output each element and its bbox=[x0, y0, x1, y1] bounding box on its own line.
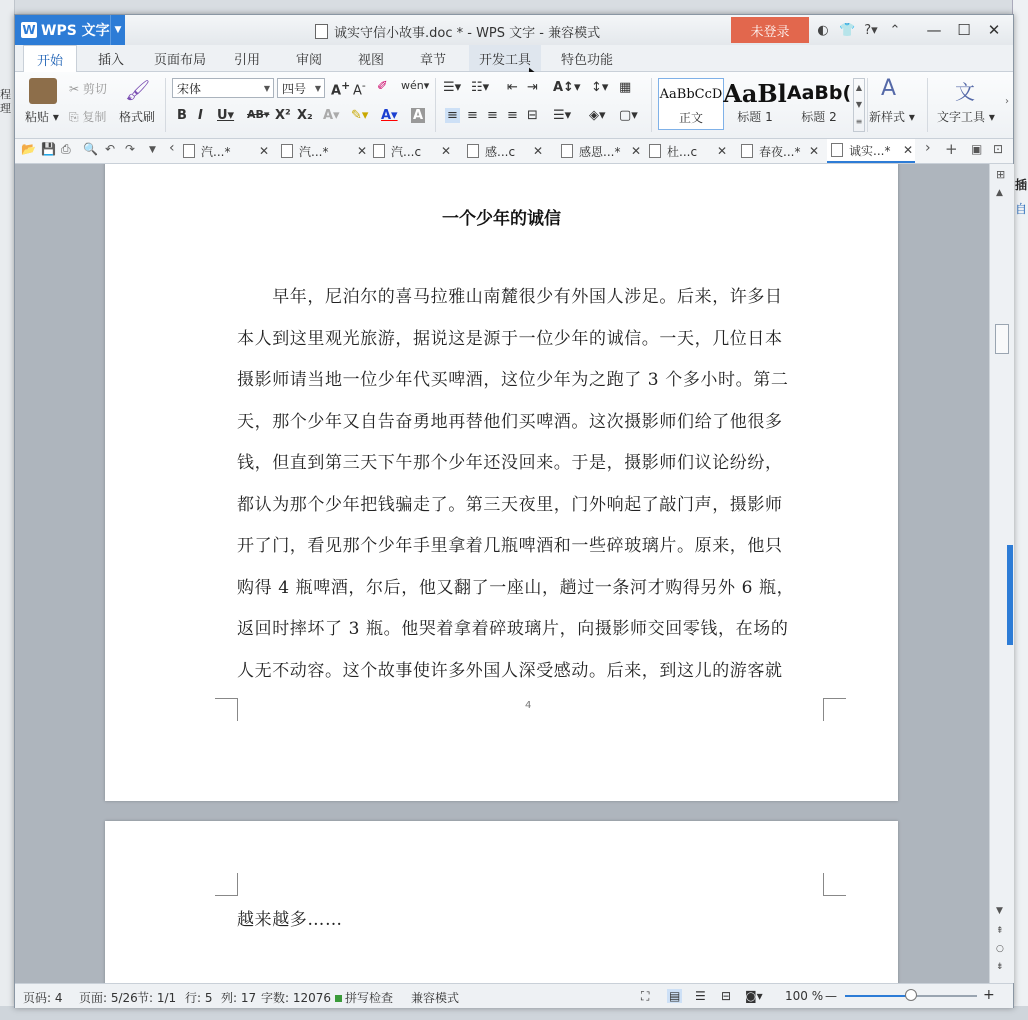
tab-list-icon[interactable]: ▣ bbox=[971, 142, 983, 156]
style-sample: AaBbCcD bbox=[659, 86, 723, 102]
app-name: WPS 文字 bbox=[41, 23, 110, 39]
font-size-select[interactable]: 四号 ▼ bbox=[277, 78, 325, 98]
close-tab-icon[interactable]: ✕ bbox=[533, 144, 544, 158]
char-spacing-icon[interactable]: A↕▾ bbox=[553, 80, 581, 95]
paste-button[interactable]: 粘贴 ▾ bbox=[25, 110, 59, 124]
page-5[interactable] bbox=[105, 821, 898, 983]
bg-fragment: 自 bbox=[1015, 202, 1028, 216]
document-tab[interactable]: 杜...c ✕ bbox=[649, 139, 735, 163]
char-shading-icon[interactable]: A bbox=[413, 108, 424, 123]
minimize-icon[interactable]: — bbox=[926, 21, 942, 39]
scroll-down-icon[interactable]: ▼ bbox=[996, 906, 1003, 916]
style-normal[interactable] bbox=[658, 78, 724, 130]
document-tab[interactable]: 感恩...* ✕ bbox=[561, 139, 647, 163]
margin-corner bbox=[823, 873, 846, 896]
status-section: 节: 1/1 bbox=[137, 991, 177, 1005]
help-icon[interactable]: ?▾ bbox=[864, 22, 878, 38]
new-style-icon[interactable]: A bbox=[881, 76, 897, 101]
tab-home[interactable]: 开始 bbox=[23, 45, 77, 73]
paragraph-line: 人无不动容。这个故事使许多外国人深受感动。后来，到这儿的游客就 bbox=[237, 661, 783, 681]
fullscreen-view-icon[interactable]: ⛶ bbox=[641, 989, 650, 1003]
document-tabs-bar bbox=[15, 139, 1013, 164]
paragraph-line: 购得 4 瓶啤酒，尔后，他又翻了一座山，趟过一条河才购得另外 6 瓶， bbox=[237, 578, 795, 598]
style-label: 标题 2 bbox=[801, 110, 837, 124]
tab-special-features[interactable]: 特色功能 bbox=[560, 52, 613, 68]
align-center-icon[interactable]: ≡ bbox=[467, 108, 478, 123]
close-tab-icon[interactable]: ✕ bbox=[631, 144, 642, 158]
close-tab-icon[interactable]: ✕ bbox=[357, 144, 368, 158]
cut-button[interactable]: ✂ 剪切 bbox=[69, 82, 107, 96]
bg-fragment: 插 bbox=[1015, 178, 1028, 192]
paragraph-line: 早年，尼泊尔的喜马拉雅山南麓很少有外国人涉足。后来，许多日 bbox=[237, 287, 783, 307]
wps-window bbox=[14, 14, 1014, 1008]
style-label: 正文 bbox=[678, 111, 703, 125]
chevron-down-icon[interactable]: ▼ bbox=[110, 15, 125, 45]
bg-fragment: 程 bbox=[0, 88, 11, 101]
tab-page-layout[interactable]: 页面布局 bbox=[153, 52, 206, 68]
paragraph-line: 都认为那个少年把钱骗走了。第三天夜里，门外响起了敲门声，摄影师 bbox=[237, 495, 783, 515]
paragraph-line: 钱，但直到第三天下午那个少年还没回来。于是，摄影师们议论纷纷， bbox=[237, 453, 783, 473]
prev-page-icon[interactable]: ⇞ bbox=[996, 926, 1004, 936]
side-panel-toggle[interactable] bbox=[1007, 545, 1013, 645]
clear-format-icon[interactable]: ✐ bbox=[377, 79, 388, 94]
status-bar bbox=[15, 983, 1013, 1008]
justify-icon[interactable]: ≡ bbox=[507, 108, 518, 123]
highlight-icon[interactable]: ✎▾ bbox=[351, 108, 369, 123]
reading-view-icon[interactable]: ◙▾ bbox=[745, 989, 763, 1003]
page-4[interactable] bbox=[105, 164, 898, 801]
ribbon-home bbox=[15, 72, 1013, 139]
new-style-button[interactable]: 新样式 ▾ bbox=[869, 110, 915, 124]
document-tab[interactable]: 汽...c ✕ bbox=[373, 139, 459, 163]
new-tab-icon[interactable]: + bbox=[945, 140, 958, 158]
ruler-toggle-icon[interactable]: ⊞ bbox=[996, 168, 1006, 181]
tab-developer-tools[interactable]: 开发工具 bbox=[469, 45, 541, 71]
tab-review[interactable]: 审阅 bbox=[295, 52, 322, 68]
document-tab[interactable]: 感...c ✕ bbox=[467, 139, 553, 163]
document-icon bbox=[315, 24, 328, 39]
strikethrough-icon[interactable]: AB▾ bbox=[247, 108, 270, 121]
bold-icon[interactable]: B bbox=[177, 108, 187, 123]
close-icon[interactable]: ✕ bbox=[987, 21, 1001, 39]
select-browse-object-icon[interactable]: ○ bbox=[996, 944, 1004, 954]
font-color-icon[interactable]: A▾ bbox=[381, 108, 398, 123]
scroll-up-icon[interactable]: ▲ bbox=[996, 188, 1003, 198]
status-compat-mode: 兼容模式 bbox=[411, 991, 460, 1005]
undo-icon[interactable]: ↶ bbox=[105, 142, 116, 156]
status-words[interactable]: 字数: 12076 bbox=[261, 991, 332, 1005]
style-sample: AaBb( bbox=[787, 82, 851, 104]
text-tools-button[interactable]: 文字工具 ▾ bbox=[937, 110, 995, 124]
document-tab[interactable]: 汽...* ✕ bbox=[183, 139, 271, 163]
status-dot-icon bbox=[335, 995, 342, 1002]
font-name-select[interactable]: 宋体 ▼ bbox=[172, 78, 274, 98]
document-heading: 一个少年的诚信 bbox=[442, 209, 561, 229]
background-window-left bbox=[0, 0, 15, 1020]
tabs-right-icon[interactable]: › bbox=[925, 140, 931, 156]
paragraph-line: 返回时摔坏了 3 瓶。他哭着拿着碎玻璃片，向摄影师交回零钱，在场的 bbox=[237, 619, 789, 639]
status-page-code: 页码: 4 bbox=[23, 991, 63, 1005]
distribute-icon[interactable]: ⊟ bbox=[527, 108, 538, 123]
page-number: 4 bbox=[525, 700, 532, 711]
maximize-icon[interactable]: ☐ bbox=[957, 21, 971, 39]
style-sample: AaBl bbox=[723, 78, 787, 108]
login-button[interactable]: 未登录 bbox=[731, 17, 809, 43]
paste-icon[interactable] bbox=[29, 78, 57, 104]
skin-icon[interactable]: ◐ bbox=[817, 22, 829, 38]
ribbon-tabs bbox=[15, 45, 1013, 72]
table-icon[interactable]: ▦ bbox=[619, 80, 632, 95]
tab-menu-icon[interactable]: ⊡ bbox=[993, 142, 1004, 156]
close-tab-icon[interactable]: ✕ bbox=[259, 144, 270, 158]
text-effect-icon[interactable]: A▾ bbox=[323, 108, 340, 123]
close-tab-icon[interactable]: ✕ bbox=[441, 144, 452, 158]
close-tab-icon[interactable]: ✕ bbox=[809, 144, 820, 158]
window-title-text: 诚实守信小故事.doc * - WPS 文字 - 兼容模式 bbox=[334, 26, 601, 41]
print-preview-icon[interactable]: 🔍 bbox=[83, 142, 98, 156]
tab-references[interactable]: 引用 bbox=[233, 52, 260, 68]
grow-font-icon[interactable]: A+ bbox=[331, 79, 351, 99]
phonetic-guide-icon[interactable]: wén▾ bbox=[401, 79, 430, 92]
margin-corner bbox=[215, 698, 238, 721]
spell-check-toggle[interactable]: 拼写检查 bbox=[335, 989, 393, 1006]
style-heading-2[interactable] bbox=[787, 78, 851, 128]
styles-scroll[interactable]: ▲ ▼ ≡ bbox=[853, 78, 865, 132]
document-tab[interactable]: 汽...* ✕ bbox=[281, 139, 369, 163]
status-page: 页面: 5/26 bbox=[79, 991, 138, 1005]
title-bar bbox=[15, 15, 1013, 45]
copy-button[interactable]: ⎘ 复制 bbox=[69, 110, 107, 124]
save-icon[interactable]: 💾 bbox=[41, 142, 56, 156]
collapse-icon[interactable]: ⌃ bbox=[889, 22, 901, 38]
margin-corner bbox=[823, 698, 846, 721]
next-page-icon[interactable]: ⇟ bbox=[996, 962, 1004, 972]
subscript-icon[interactable]: X₂ bbox=[297, 108, 313, 123]
bg-fragment: 理 bbox=[0, 102, 11, 115]
close-tab-icon[interactable]: ✕ bbox=[717, 144, 728, 158]
superscript-icon[interactable]: X² bbox=[275, 108, 291, 123]
page-view-icon[interactable]: ▤ bbox=[669, 989, 681, 1003]
zoom-slider-knob[interactable] bbox=[905, 989, 917, 1001]
align-right-icon[interactable]: ≡ bbox=[487, 108, 498, 123]
window-title bbox=[315, 22, 600, 41]
open-icon[interactable]: 📂 bbox=[21, 142, 36, 156]
tabs-left-icon[interactable]: ‹ bbox=[169, 140, 175, 156]
borders-icon[interactable]: ▢▾ bbox=[619, 108, 638, 123]
tab-view[interactable]: 视图 bbox=[357, 52, 384, 68]
style-label: 标题 1 bbox=[737, 110, 773, 124]
decrease-indent-icon[interactable]: ⇤ bbox=[507, 80, 518, 95]
increase-indent-icon[interactable]: ⇥ bbox=[527, 80, 538, 95]
outline-view-icon[interactable]: ☰ bbox=[695, 989, 706, 1003]
paragraph-line: 开了门，看见那个少年手里拿着几瓶啤酒和一些碎玻璃片。原来，他只 bbox=[237, 536, 783, 556]
document-tab-active[interactable]: 诚实...* ✕ bbox=[827, 139, 915, 163]
margin-corner bbox=[215, 873, 238, 896]
paragraph-shading-icon[interactable]: ◈▾ bbox=[589, 108, 606, 123]
zoom-out-icon[interactable]: — bbox=[825, 989, 837, 1003]
paragraph-line: 摄影师请当地一位少年代买啤酒，这位少年为之跑了 3 个多小时。第二 bbox=[237, 370, 789, 390]
bullets-icon[interactable]: ☰▾ bbox=[443, 80, 462, 95]
format-painter-icon[interactable]: 🖌 bbox=[125, 78, 151, 102]
document-tab[interactable]: 春夜...* ✕ bbox=[741, 139, 827, 163]
zoom-level[interactable]: 100 % bbox=[785, 989, 824, 1003]
underline-icon[interactable]: U▾ bbox=[217, 108, 235, 123]
line-spacing-icon[interactable]: ☰▾ bbox=[553, 108, 572, 123]
style-heading-1[interactable] bbox=[723, 78, 787, 128]
app-menu-button[interactable] bbox=[15, 15, 125, 45]
text-tools-icon[interactable]: 文 bbox=[955, 80, 975, 104]
background-desktop bbox=[0, 1006, 1028, 1020]
status-col: 列: 17 bbox=[221, 991, 257, 1005]
tab-insert[interactable]: 插入 bbox=[97, 52, 124, 68]
print-icon[interactable]: ⎙ bbox=[61, 142, 71, 156]
shirt-icon[interactable]: 👕 bbox=[839, 22, 856, 38]
status-row: 行: 5 bbox=[185, 991, 213, 1005]
document-editor[interactable] bbox=[15, 164, 989, 983]
italic-icon[interactable]: I bbox=[198, 108, 203, 123]
align-left-icon[interactable]: ≡ bbox=[447, 108, 458, 123]
close-tab-icon[interactable]: ✕ bbox=[903, 143, 914, 157]
shrink-font-icon[interactable]: A- bbox=[353, 79, 366, 99]
quick-access-menu-icon[interactable]: ▼ bbox=[149, 145, 156, 155]
redo-icon[interactable]: ↷ bbox=[125, 142, 136, 156]
format-painter-label[interactable]: 格式刷 bbox=[119, 110, 156, 124]
ribbon-scroll-right-icon[interactable]: › bbox=[1005, 96, 1009, 107]
paragraph-line: 越来越多…… bbox=[237, 910, 343, 930]
web-view-icon[interactable]: ⊟ bbox=[721, 989, 732, 1003]
scroll-thumb[interactable] bbox=[995, 324, 1009, 354]
numbering-icon[interactable]: ☷▾ bbox=[471, 80, 490, 95]
tab-sections[interactable]: 章节 bbox=[419, 52, 446, 68]
paragraph-line: 天，那个少年又自告奋勇地再替他们买啤酒。这次摄影师们给了他很多 bbox=[237, 412, 783, 432]
paragraph-line: 本人到这里观光旅游，据说这是源于一位少年的诚信。一天，几位日本 bbox=[237, 329, 783, 349]
zoom-in-icon[interactable]: + bbox=[983, 987, 995, 1003]
sort-icon[interactable]: ↕▾ bbox=[591, 80, 609, 95]
background-window-right bbox=[1012, 0, 1028, 1020]
wps-logo-icon: W bbox=[22, 23, 36, 37]
